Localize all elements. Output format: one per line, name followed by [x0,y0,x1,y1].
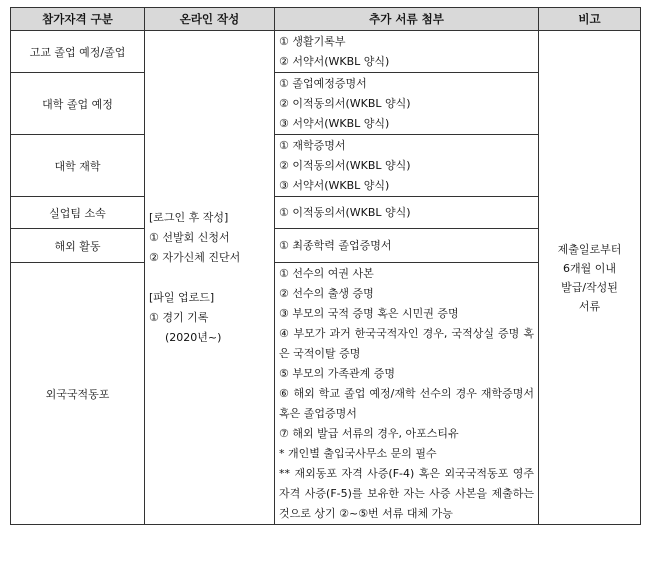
document-item: ③ 서약서(WKBL 양식) [279,179,390,192]
documents-cell [275,229,539,263]
document-item: ** 재외동포 자격 사증(F-4) 혹은 외국국적동포 영주자격 사증(F-5)를 보유한 자는 사증 사본을 제출하는 것으로 상기 ②~⑤번 서류 대체 가능 [279,467,534,520]
documents-cell [275,263,539,525]
category-cell: 실업팀 소속 [11,197,145,229]
documents-cell [275,73,539,135]
online-upload-heading: [파일 업로드] [149,290,215,304]
note-line: 발급/작성된 [561,280,618,294]
header-note: 비고 [539,8,641,31]
table-row [11,31,641,73]
note-line: 서류 [578,299,601,313]
document-item: ② 선수의 출생 증명 [279,287,374,300]
header-row [11,8,641,31]
category-cell: 해외 활동 [11,229,145,263]
document-item: ③ 서약서(WKBL 양식) [279,117,390,130]
header-category: 참가자격 구분 [11,8,145,31]
header-documents: 추가 서류 첨부 [275,8,539,31]
document-item: * 개인별 출입국사무소 문의 필수 [279,447,437,460]
category-cell: 대학 재학 [11,135,145,197]
document-item: ① 선수의 여권 사본 [279,267,374,280]
document-item: ① 최종학력 졸업증명서 [279,239,392,252]
documents-cell [275,197,539,229]
online-upload-note: (2020년~) [165,330,222,344]
document-item: ② 서약서(WKBL 양식) [279,55,390,68]
note-cell [539,31,641,525]
document-item: ⑥ 해외 학교 졸업 예정/재학 선수의 경우 재학증명서 혹은 졸업증명서 [279,387,534,420]
document-item: ② 이적동의서(WKBL 양식) [279,159,411,172]
documents-cell [275,135,539,197]
document-item: ① 생활기록부 [279,35,346,48]
document-item: ① 이적동의서(WKBL 양식) [279,206,411,219]
category-cell: 대학 졸업 예정 [11,73,145,135]
document-item: ⑦ 해외 발급 서류의 경우, 아포스티유 [279,427,459,440]
online-upload-item: ① 경기 기록 [149,310,209,324]
document-item: ⑤ 부모의 가족관계 증명 [279,367,395,380]
eligibility-documents-table [10,7,641,525]
note-line: 제출일로부터 [557,242,622,256]
header-online: 온라인 작성 [145,8,275,31]
category-cell: 고교 졸업 예정/졸업 [11,31,145,73]
note-line: 6개월 이내 [563,261,616,275]
online-cell [145,31,275,525]
document-item: ④ 부모가 과거 한국국적자인 경우, 국적상실 증명 혹은 국적이탈 증명 [279,327,534,360]
documents-cell [275,31,539,73]
document-item: ② 이적동의서(WKBL 양식) [279,97,411,110]
document-item: ① 졸업예정증명서 [279,77,367,90]
online-login-item: ② 자가신체 진단서 [149,250,241,264]
category-cell: 외국국적동포 [11,263,145,525]
document-item: ① 재학증명서 [279,139,346,152]
document-item: ③ 부모의 국적 증명 혹은 시민권 증명 [279,307,459,320]
online-login-item: ① 선발회 신청서 [149,230,230,244]
online-login-heading: [로그인 후 작성] [149,210,229,224]
